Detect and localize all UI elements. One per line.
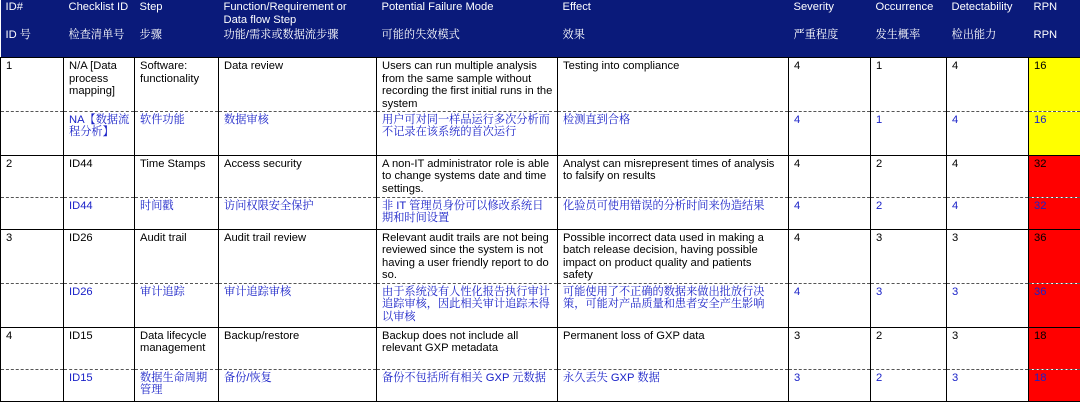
cell-function: Backup/restore	[219, 327, 377, 369]
cell-function: Audit trail review	[219, 229, 377, 283]
cell-occurrence: 2	[871, 327, 947, 369]
cell-step-cn: 审计追踪	[135, 283, 219, 327]
table-row	[1, 58, 1080, 111]
cell-step: Software: functionality	[135, 58, 219, 111]
cell-step: Time Stamps	[135, 155, 219, 197]
cell-checklist: ID15	[64, 327, 135, 369]
header-detectability: Detectability	[947, 0, 1029, 26]
cell-severity-cn: 3	[789, 369, 871, 401]
cell-failure: Backup does not include all relevant GXP metadata	[377, 327, 558, 369]
header-occurrence: Occurrence	[871, 0, 947, 26]
cell-severity: 4	[789, 155, 871, 197]
cell-effect-cn: 永久丢失 GXP 数据	[558, 369, 789, 401]
cell-occurrence-cn: 2	[871, 369, 947, 401]
cell-rpn-cn: 16	[1029, 111, 1080, 155]
cell-severity-cn: 4	[789, 197, 871, 229]
cell-detectability: 4	[947, 58, 1029, 111]
cell-step: Data lifecycle management	[135, 327, 219, 369]
cell-detectability: 3	[947, 327, 1029, 369]
cell-rpn-cn: 18	[1029, 369, 1080, 401]
cell-detectability: 4	[947, 155, 1029, 197]
cell-id-cn	[1, 197, 64, 229]
cell-severity: 3	[789, 327, 871, 369]
header-occurrence-cn: 发生概率	[871, 26, 947, 58]
cell-step-cn: 时间戳	[135, 197, 219, 229]
cell-failure-cn: 备份不包括所有相关 GXP 元数据	[377, 369, 558, 401]
cell-function-cn: 备份/恢复	[219, 369, 377, 401]
cell-id-cn	[1, 111, 64, 155]
cell-occurrence-cn: 3	[871, 283, 947, 327]
header-step-cn: 步骤	[135, 26, 219, 58]
cell-detectability-cn: 3	[947, 283, 1029, 327]
cell-checklist: N/A [Data process mapping]	[64, 58, 135, 111]
cell-failure-cn: 由于系统没有人性化报告执行审计追踪审核，因此相关审计追踪未得以审核	[377, 283, 558, 327]
cell-rpn: 32	[1029, 155, 1080, 197]
cell-effect: Permanent loss of GXP data	[558, 327, 789, 369]
table-row-cn	[1, 369, 1080, 401]
cell-step: Audit trail	[135, 229, 219, 283]
cell-rpn: 16	[1029, 58, 1080, 111]
table-row	[1, 327, 1080, 369]
cell-function-cn: 访问权限安全保护	[219, 197, 377, 229]
cell-rpn-cn: 32	[1029, 197, 1080, 229]
cell-id: 4	[1, 327, 64, 369]
cell-severity-cn: 4	[789, 111, 871, 155]
cell-id-cn	[1, 369, 64, 401]
table-row-cn	[1, 111, 1080, 155]
table-header	[1, 0, 1080, 58]
header-effect-cn: 效果	[558, 26, 789, 58]
cell-id: 2	[1, 155, 64, 197]
cell-detectability: 3	[947, 229, 1029, 283]
cell-checklist-cn: ID15	[64, 369, 135, 401]
cell-checklist-cn: ID44	[64, 197, 135, 229]
cell-id-cn	[1, 283, 64, 327]
cell-detectability-cn: 4	[947, 111, 1029, 155]
cell-function-cn: 数据审核	[219, 111, 377, 155]
cell-failure-cn: 用户可对同一样品运行多次分析而不记录在该系统的首次运行	[377, 111, 558, 155]
header-checklist-cn: 检查清单号	[64, 26, 135, 58]
cell-rpn: 36	[1029, 229, 1080, 283]
cell-severity-cn: 4	[789, 283, 871, 327]
cell-checklist: ID44	[64, 155, 135, 197]
header-function-cn: 功能/需求或数据流步骤	[219, 26, 377, 58]
table-row	[1, 155, 1080, 197]
cell-occurrence: 3	[871, 229, 947, 283]
header-step: Step	[135, 0, 219, 26]
cell-rpn: 18	[1029, 327, 1080, 369]
cell-occurrence-cn: 2	[871, 197, 947, 229]
cell-occurrence: 2	[871, 155, 947, 197]
table-row	[1, 229, 1080, 283]
cell-function-cn: 审计追踪审核	[219, 283, 377, 327]
table-row-cn	[1, 197, 1080, 229]
cell-failure-cn: 非 IT 管理员身份可以修改系统日期和时间设置	[377, 197, 558, 229]
cell-occurrence-cn: 1	[871, 111, 947, 155]
header-effect: Effect	[558, 0, 789, 26]
cell-step-cn: 软件功能	[135, 111, 219, 155]
header-function: Function/Requirement or Data flow Step	[219, 0, 377, 26]
cell-failure: A non-IT administrator role is able to change systems date and time settings.	[377, 155, 558, 197]
cell-detectability-cn: 4	[947, 197, 1029, 229]
cell-checklist: ID26	[64, 229, 135, 283]
cell-effect-cn: 可能使用了不正确的数据来做出批放行决策，可能对产品质量和患者安全产生影响	[558, 283, 789, 327]
cell-severity: 4	[789, 58, 871, 111]
header-failure-cn: 可能的失效模式	[377, 26, 558, 58]
header-rpn-cn: RPN	[1029, 26, 1080, 58]
header-severity-cn: 严重程度	[789, 26, 871, 58]
cell-failure: Relevant audit trails are not being reviewed since the system is not having a user friendly report to do so.	[377, 229, 558, 283]
cell-effect: Possible incorrect data used in making a batch release decision, having possible impact on product quality and patients safety	[558, 229, 789, 283]
cell-occurrence: 1	[871, 58, 947, 111]
header-rpn: RPN	[1029, 0, 1080, 26]
header-failure: Potential Failure Mode	[377, 0, 558, 26]
cell-function: Data review	[219, 58, 377, 111]
cell-checklist-cn: NA【数据流程分析】	[64, 111, 135, 155]
header-detectability-cn: 检出能力	[947, 26, 1029, 58]
cell-effect: Analyst can misrepresent times of analysis to falsify on results	[558, 155, 789, 197]
cell-severity: 4	[789, 229, 871, 283]
header-id-cn: ID 号	[1, 26, 64, 58]
cell-function: Access security	[219, 155, 377, 197]
table-row-cn	[1, 283, 1080, 327]
cell-failure: Users can run multiple analysis from the same sample without recording the first initial runs in the system	[377, 58, 558, 111]
cell-effect: Testing into compliance	[558, 58, 789, 111]
header-severity: Severity	[789, 0, 871, 26]
cell-id: 3	[1, 229, 64, 283]
cell-effect-cn: 化验员可使用错误的分析时间来伪造结果	[558, 197, 789, 229]
cell-rpn-cn: 36	[1029, 283, 1080, 327]
cell-detectability-cn: 3	[947, 369, 1029, 401]
cell-id: 1	[1, 58, 64, 111]
header-id: ID#	[1, 0, 64, 26]
cell-step-cn: 数据生命周期管理	[135, 369, 219, 401]
cell-checklist-cn: ID26	[64, 283, 135, 327]
cell-effect-cn: 检测直到合格	[558, 111, 789, 155]
header-checklist: Checklist ID	[64, 0, 135, 26]
